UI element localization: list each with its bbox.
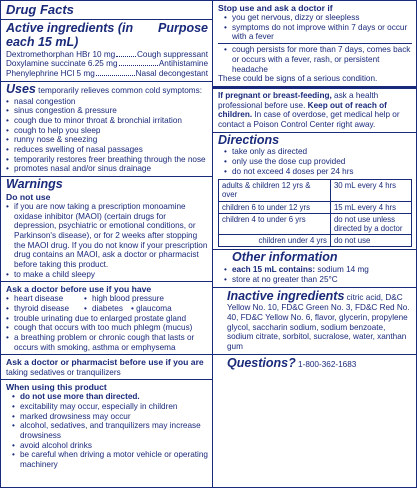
active-ingredients-section <box>1 20 212 82</box>
list-item: • avoid alcohol drinks <box>6 441 208 451</box>
purpose-heading: Purpose <box>157 21 208 36</box>
table-row: children 6 to under 12 yrs 15 mL every 4 hrs <box>219 201 412 213</box>
pregnancy-section: If pregnant or breast-feeding, ask a health professional before use. Keep out of reach of children. In case of overdose, get medical help or contact a Poison Control Center right away. <box>213 89 416 133</box>
table-row: adults & children 12 yrs & over 30 mL every 4 hrs <box>219 180 412 201</box>
directions-section <box>213 133 416 251</box>
list-item: • do not use more than directed. <box>6 392 208 402</box>
inactive-ingredients-section <box>213 288 416 355</box>
questions-heading: Questions? <box>227 355 296 370</box>
list-item: • temporarily restores freer breathing through the nose <box>6 155 208 165</box>
dosage-table <box>218 179 412 247</box>
questions-section <box>213 355 416 373</box>
list-item: • high blood pressure <box>84 294 172 304</box>
list-item: • cough due to minor throat & bronchial irritation <box>6 116 208 126</box>
drug-facts-header <box>1 1 212 20</box>
stop-use-heading: Stop use and ask a doctor if <box>218 3 333 13</box>
left-column <box>1 1 213 487</box>
list-item: • marked drowsiness may occur <box>6 412 208 422</box>
list-item: • if you are now taking a prescription monoamine oxidase inhibitor (MAOI) (certain drugs for depression, psychiatric or emotional conditions, or Parkinson's disease), or for 2 weeks after stopping the MAOI drug. If you do not know if your prescription drug contains an MAOI, ask a doctor or pharmacist before taking this product. <box>6 202 208 270</box>
do-not-use-heading: Do not use <box>6 191 51 202</box>
list-item: • runny nose & sneezing <box>6 135 208 145</box>
list-item: • sinus congestion & pressure <box>6 106 208 116</box>
warnings-section <box>1 177 212 282</box>
list-item: • do not exceed 4 doses per 24 hrs <box>218 167 412 177</box>
inactive-ingredients-text: citric acid, D&C Yellow No. 10, FD&C Green No. 3, FD&C Red No. 40, FD&C Yellow No. 6, flavor, glycerin, propylene glycol, saccharin sodium, sodium benzoate, sodium citrate, sorbitol, sucralose, water, xanthan gum <box>227 292 410 351</box>
list-item: • you get nervous, dizzy or sleepless <box>218 13 412 23</box>
list-item: • diabetes • glaucoma <box>84 304 172 314</box>
active-row: Dextromethorphan HBr 10 mg Cough suppressant <box>6 49 208 59</box>
when-using-heading: When using this product <box>6 382 107 393</box>
drug-facts-title: Drug Facts <box>6 2 74 17</box>
list-item: • each 15 mL contains: sodium 14 mg <box>218 265 412 275</box>
ask-pharmacist-heading: Ask a doctor or pharmacist before use if you are <box>6 357 204 368</box>
list-item: • store at no greater than 25°C <box>218 275 412 285</box>
uses-heading: Uses <box>6 81 36 96</box>
list-item: • cough persists for more than 7 days, comes back or occurs with a fever, rash, or persistent headache <box>218 45 412 74</box>
table-row: children under 4 yrs do not use <box>219 235 412 247</box>
list-item: • cough that occurs with too much phlegm (mucus) <box>6 323 208 333</box>
table-row: children 4 to under 6 yrs do not use unless directed by a doctor <box>219 213 412 234</box>
ask-doctor-section <box>1 282 212 355</box>
uses-list <box>6 97 208 174</box>
list-item: • thyroid disease <box>6 304 84 314</box>
stop-use-section <box>213 1 416 89</box>
uses-section <box>1 82 212 177</box>
list-item: • nasal congestion <box>6 97 208 107</box>
list-item: • be careful when driving a motor vehicle or operating machinery <box>6 450 208 469</box>
when-using-section <box>1 380 212 472</box>
directions-heading: Directions <box>218 132 280 147</box>
directions-list <box>218 147 412 176</box>
ask-doctor-heading: Ask a doctor before use if you have <box>6 284 152 295</box>
inactive-ingredients-heading: Inactive ingredients <box>227 288 345 303</box>
active-row: Phenylephrine HCl 5 mg Nasal decongestant <box>6 69 208 79</box>
other-information-section <box>213 250 416 287</box>
when-using-list <box>6 392 208 469</box>
stop-use-list <box>218 13 412 74</box>
ask-pharmacist-text: taking sedatives or tranquilizers <box>6 367 121 377</box>
right-column <box>213 1 416 487</box>
list-item: • alcohol, sedatives, and tranquilizers may increase drowsiness <box>6 421 208 440</box>
list-item: • promotes nasal and/or sinus drainage <box>6 164 208 174</box>
list-item: • take only as directed <box>218 147 412 157</box>
other-information-heading: Other information <box>232 250 338 265</box>
list-item: • only use the dose cup provided <box>218 157 412 167</box>
list-item: • to make a child sleepy <box>6 270 208 280</box>
ask-pharmacist-section <box>1 355 212 380</box>
uses-intro: temporarily relieves common cold symptoms: <box>38 85 202 95</box>
active-ingredients-heading: Active ingredients (in each 15 mL) <box>6 21 134 50</box>
list-item: • reduces swelling of nasal passages <box>6 145 208 155</box>
list-item: • heart disease <box>6 294 84 304</box>
list-item: • cough to help you sleep <box>6 126 208 136</box>
stop-use-note: These could be signs of a serious condition. <box>218 74 378 84</box>
do-not-use-list <box>6 202 208 279</box>
list-item: • symptoms do not improve within 7 days or occur with a fever <box>218 23 412 44</box>
warnings-heading: Warnings <box>6 176 63 191</box>
list-item: • a breathing problem or chronic cough that lasts or occurs with smoking, asthma or emphysema <box>6 333 208 352</box>
list-item: • excitability may occur, especially in children <box>6 402 208 412</box>
list-item: • trouble urinating due to enlarged prostate gland <box>6 314 208 324</box>
questions-phone: 1-800-362-1683 <box>295 359 357 369</box>
active-row: Doxylamine succinate 6.25 mg Antihistamine <box>6 59 208 69</box>
